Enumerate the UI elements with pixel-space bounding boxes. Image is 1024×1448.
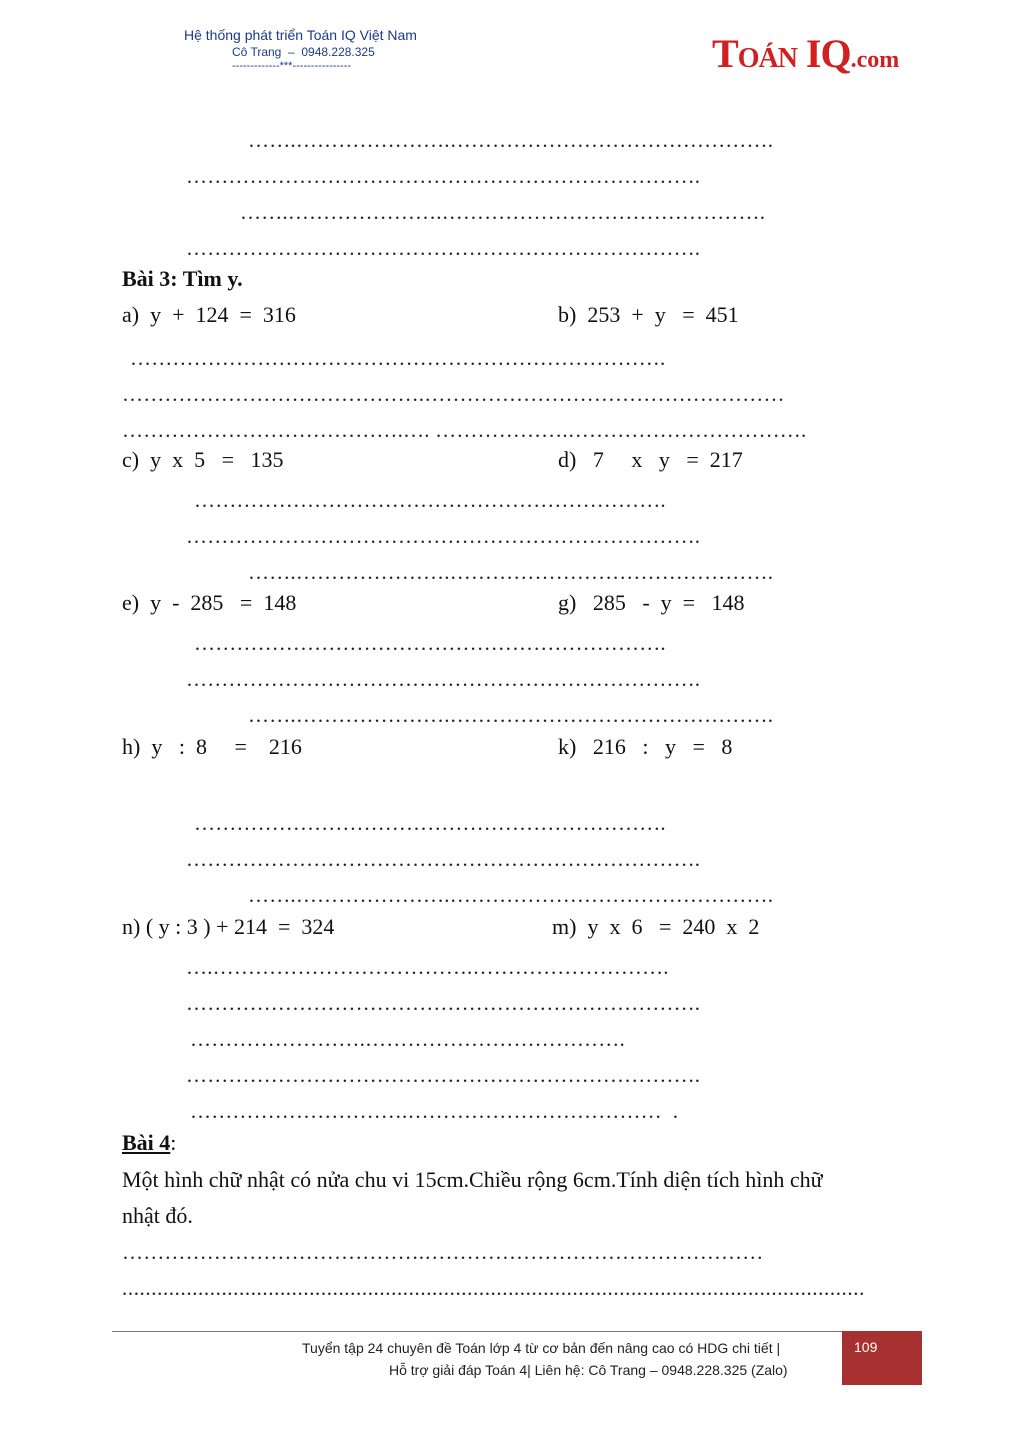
answer-line: …….………………….………………………………………. xyxy=(240,200,766,224)
answer-line: …………………………………….………………………………………… xyxy=(122,1240,764,1264)
answer-line: ………………………………………………………………. xyxy=(186,847,701,871)
exercise-d: d) 7 x y = 217 xyxy=(558,447,743,472)
answer-line: ………………………………………………………………. xyxy=(186,991,701,1015)
answer-line: …………………….………………………………. xyxy=(190,1027,625,1051)
logo xyxy=(712,30,899,77)
answer-line: …….………………….………………………………………. xyxy=(248,128,774,152)
answer-line: ………………………………………………………………. xyxy=(186,164,701,188)
answer-line: ………………………………….…. ……………….……………………………. xyxy=(122,418,807,442)
answer-line: …….………………….………………………………………. xyxy=(248,883,774,907)
bai3-title: Bài 3: Tìm y. xyxy=(122,266,243,291)
answer-line: …………………………………….…………………………………………… xyxy=(122,382,785,406)
answer-line: …….………………….………………………………………. xyxy=(248,703,774,727)
exercise-b: b) 253 + y = 451 xyxy=(558,302,739,327)
header-divider: -------------***---------------- xyxy=(232,60,352,72)
bai4-text-line2: nhật đó. xyxy=(122,1203,193,1228)
answer-line: …………………………………………………………. xyxy=(194,488,666,512)
answer-line: ………………………….……………………………… . xyxy=(190,1099,679,1123)
answer-line: ………………………………………………………………. xyxy=(186,524,701,548)
exercise-c: c) y x 5 = 135 xyxy=(122,447,284,472)
exercise-h: h) y : 8 = 216 xyxy=(122,734,302,759)
exercise-a: a) y + 124 = 316 xyxy=(122,302,296,327)
bai4-heading xyxy=(122,1130,176,1156)
answer-line: ............................................................................................................................... xyxy=(122,1276,865,1300)
exercise-g: g) 285 - y = 148 xyxy=(558,590,745,615)
bai4-title: Bài 4 xyxy=(122,1130,171,1155)
answer-line: ….……………………………….………………………. xyxy=(186,955,669,979)
exercise-m: m) y x 6 = 240 x 2 xyxy=(552,914,760,939)
logo-part4: .com xyxy=(850,47,900,73)
answer-line: …….………………….………………………………………. xyxy=(248,560,774,584)
answer-line: ………………………………………………………………. xyxy=(186,1063,701,1087)
answer-line: …………………………………………………………. xyxy=(194,811,666,835)
footer-line1: Tuyển tập 24 chuyên đề Toán lớp 4 từ cơ bản đến nâng cao có HDG chi tiết | xyxy=(302,1340,781,1356)
answer-line: …………………………………………………………………. xyxy=(130,346,666,370)
answer-line: …………………………………………………………. xyxy=(194,631,666,655)
footer-divider xyxy=(112,1331,842,1332)
bai4-text-line1: Một hình chữ nhật có nửa chu vi 15cm.Chiều rộng 6cm.Tính diện tích hình chữ xyxy=(122,1167,823,1192)
answer-line: ………………………………………………………………. xyxy=(186,667,701,691)
page-number: 109 xyxy=(854,1339,878,1355)
exercise-e: e) y - 285 = 148 xyxy=(122,590,297,615)
bai4-colon: : xyxy=(170,1130,177,1155)
exercise-n: n) ( y : 3 ) + 214 = 324 xyxy=(122,914,335,939)
logo-part2: OÁN xyxy=(737,43,797,74)
footer-line2: Hỗ trợ giải đáp Toán 4| Liên hệ: Cô Trang – 0948.228.325 (Zalo) xyxy=(389,1362,788,1378)
logo-part3: IQ xyxy=(796,31,851,76)
exercise-k: k) 216 : y = 8 xyxy=(558,734,733,759)
logo-part1: T xyxy=(712,31,738,76)
answer-line: ………………………………………………………………. xyxy=(186,236,701,260)
header-org: Hệ thống phát triển Toán IQ Việt Nam xyxy=(184,27,417,43)
header-contact: Cô Trang – 0948.228.325 xyxy=(232,45,375,59)
page-number-box xyxy=(842,1331,922,1385)
